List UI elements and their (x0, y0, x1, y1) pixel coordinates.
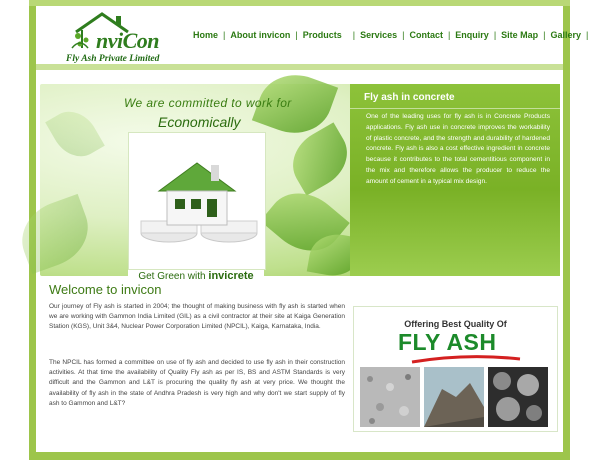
panel-body: One of the leading uses for fly ash is in Concrete Products applications. Fly ash use in concrete improves the workability of plastic concrete, and the strength and durability of hardened concrete. Fly ash is also a cost effective ingredient in concrete because it contributes to the total cementitious component in the mix and therefore allows the producer to reduce the amount of cement in a typical mix design. (366, 113, 550, 185)
history-paragraph: The NPCIL has formed a committee on use of fly ash and decided to use fly ash in their construction activities. At that time the availability of Quality Fly ash as per IS, BS and ASTM Standards is very difficult and the Gammon and L&T is procuring the quality fly ash at very price. We thought the availability of fly ash in the state of Andhra Pradesh is very high and why don't we start supply of fly ash to Gammon and L&T? (49, 359, 345, 407)
nav-separator: | (543, 30, 546, 40)
caption-brand: invicrete (208, 270, 254, 282)
nav-separator: | (352, 30, 356, 40)
nav-enquiry[interactable]: Enquiry (455, 30, 489, 40)
nav-separator: | (586, 30, 589, 40)
caption-prefix: Get Green with (138, 271, 206, 282)
house-illustration (128, 132, 266, 270)
banner-caption (128, 270, 264, 282)
fly-ash-texture-image (360, 367, 420, 427)
banner-subheadline: Economically (158, 114, 241, 130)
nav-separator: | (295, 30, 298, 40)
green-house-icon (129, 133, 265, 269)
main-nav (188, 30, 588, 40)
nav-products[interactable]: Products (302, 30, 342, 40)
brand-tagline: Fly Ash Private Limited (66, 54, 160, 64)
header (36, 6, 589, 64)
nav-separator: | (493, 30, 497, 40)
page-title: Welcome to invicon (49, 282, 162, 297)
hero-banner (40, 84, 560, 282)
nav-contact[interactable]: Contact (409, 30, 443, 40)
intro-paragraph: Our journey of Fly ash is started in 2004; the thought of making business with fly ash is started when we are working with Gammon India Limited (GIL) as a civil contractor at their site at Kaiga Generation Station (KGS), Unit 3&4, Nuclear Power Corporation Limited (NPCIL), Kaiga, Karnataka, India. (49, 303, 345, 331)
brand-name: nviCon (96, 28, 160, 53)
nav-gallery[interactable]: Gallery (550, 30, 582, 40)
panel-divider (350, 108, 560, 109)
ad-line2: FLY ASH (398, 329, 497, 355)
nav-sitemap[interactable]: Site Map (501, 30, 539, 40)
nav-separator: | (402, 30, 405, 40)
fly-ash-ad[interactable] (353, 306, 558, 432)
ad-line1: Offering Best Quality Of (404, 319, 507, 329)
fly-ash-info-panel (350, 84, 560, 276)
panel-title: Fly ash in concrete (364, 92, 455, 103)
nav-about[interactable]: About invicon (230, 30, 291, 40)
nav-separator: | (447, 30, 451, 40)
nav-separator: | (223, 30, 226, 40)
banner-headline: We are committed to work for (124, 96, 292, 110)
fly-ash-heap-image (424, 367, 484, 427)
nav-services[interactable]: Services (360, 30, 398, 40)
red-swoosh-icon (410, 355, 522, 363)
nav-home[interactable]: Home (193, 30, 219, 40)
fly-ash-spheres-image (488, 367, 548, 427)
